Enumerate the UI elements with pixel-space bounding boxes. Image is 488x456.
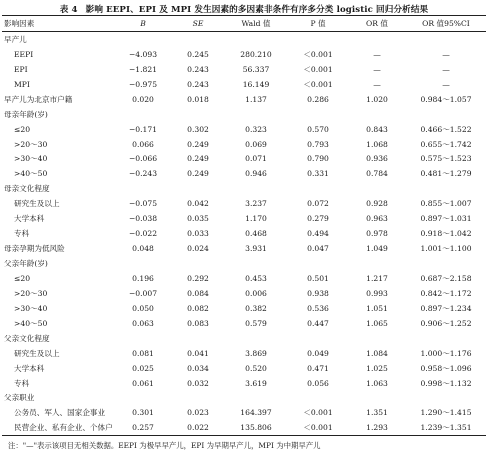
cell-b: 0.066 [132,139,154,149]
cell-se: 0.082 [187,303,209,313]
cell-wald: 0.520 [245,363,267,373]
cell-b: 0.196 [132,273,154,283]
cell-wald: 0.453 [245,273,267,283]
row-label: 公务员、军人、国家企事业 [14,408,106,418]
cell-or-ci: 0.897～1.234 [420,303,472,313]
cell-se: 0.292 [187,273,209,283]
cell-b: −1.821 [128,64,158,74]
table-row [2,376,486,391]
row-label: >20～30 [14,139,48,149]
cell-or: 1.063 [366,378,388,388]
cell-se [172,107,224,122]
cell-wald: 3.869 [245,348,267,358]
cell-b: −0.022 [128,229,158,239]
row-label: 早产儿为北京市户籍 [4,94,73,104]
cell-p: ＜0.001 [303,408,333,418]
cell-b: 0.301 [132,408,154,418]
cell-or-ci: 0.855～1.007 [420,199,472,209]
cell-or: 1.025 [366,363,388,373]
cell-b: −0.975 [128,79,158,89]
cell-wald: 3.931 [245,244,267,254]
cell-se: 0.084 [187,288,209,298]
cell-b: −0.007 [128,288,158,298]
cell-or-ci: 0.466～1.522 [420,124,472,134]
cell-b: −0.243 [128,169,158,179]
row-label: EPI [14,64,28,74]
cell-wald [224,391,288,406]
cell-b [114,32,172,47]
cell-b [114,181,172,196]
cell-b: −0.171 [128,124,158,134]
cell-wald [224,256,288,271]
cell-or-ci: 1.290～1.415 [420,408,472,418]
cell-or-ci: 0.655～1.742 [420,139,472,149]
cell-or [348,32,406,47]
row-label: 研究生及以上 [14,348,60,358]
cell-p [288,256,348,271]
cell-se: 0.083 [187,318,209,328]
cell-b: −0.038 [128,214,158,224]
cell-or: — [373,64,381,74]
cell-p: 0.494 [307,229,329,239]
cell-b [114,391,172,406]
cell-se: 0.249 [187,139,209,149]
cell-b [114,331,172,346]
table-group-row [2,331,486,346]
cell-wald: 0.468 [245,229,267,239]
table-row [2,62,486,77]
header-se: SE [172,16,224,32]
table-row [2,346,486,361]
cell-b: −0.075 [128,199,158,209]
cell-p: 0.536 [307,303,329,313]
header-or-ci: OR 值95%CI [406,16,486,32]
cell-p: 0.793 [307,139,329,149]
row-label: 大学本科 [14,214,45,224]
cell-or [348,331,406,346]
cell-se: 0.249 [187,154,209,164]
cell-b: 0.020 [132,94,154,104]
cell-or: — [373,79,381,89]
cell-or-ci: 1.001～1.100 [420,244,472,254]
cell-or: 1.065 [366,318,388,328]
cell-or-ci: — [442,64,450,74]
cell-b: −0.066 [128,154,158,164]
header-or: OR 值 [348,16,406,32]
header-factor: 影响因素 [2,16,114,32]
cell-p: 0.570 [307,124,329,134]
cell-wald [224,32,288,47]
cell-or: 0.978 [366,229,388,239]
cell-se: 0.042 [187,199,209,209]
cell-or-ci [406,391,486,406]
cell-wald [224,107,288,122]
cell-p: ＜0.001 [288,420,348,435]
cell-wald: 0.069 [245,139,267,149]
cell-wald [224,181,288,196]
row-label: 大学本科 [14,363,45,373]
cell-p: ＜0.001 [303,49,333,59]
cell-or-ci: 0.897～1.031 [420,214,472,224]
table-group-row [2,241,486,256]
row-label: ≤20 [14,273,31,283]
table-row [2,137,486,152]
cell-or: 0.784 [366,169,388,179]
cell-b: 0.061 [132,378,154,388]
cell-or-ci: 0.842～1.172 [420,288,472,298]
cell-b: 0.063 [132,318,154,328]
table-group-row [2,107,486,122]
row-label: >40～50 [14,169,48,179]
row-label: MPI [14,79,30,89]
table-row [2,301,486,316]
cell-b: 0.025 [132,363,154,373]
cell-b: 0.048 [132,244,154,254]
table-row [2,122,486,137]
table-row [2,420,486,435]
table-group-row [2,181,486,196]
cell-or: 1.049 [366,244,388,254]
cell-or-ci: 0.481～1.279 [420,169,472,179]
cell-se [172,331,224,346]
row-label: 父亲职业 [4,393,35,403]
cell-wald: 16.149 [242,79,270,89]
cell-se: 0.243 [187,79,209,89]
cell-or: — [373,49,381,59]
table-row [2,316,486,331]
cell-or-ci: — [442,79,450,89]
cell-or-ci: 0.906～1.252 [420,318,472,328]
cell-se: 0.302 [187,124,209,134]
table-row [2,47,486,62]
cell-wald: 0.071 [245,154,267,164]
cell-wald: 1.137 [245,94,267,104]
cell-or-ci: 1.239～1.351 [406,420,486,435]
cell-wald: 1.170 [245,214,267,224]
row-label: >30～40 [14,154,48,164]
row-label: 母亲孕期为低风险 [4,244,65,254]
table-group-row [2,256,486,271]
cell-p: 0.279 [307,214,329,224]
cell-wald: 3.619 [245,378,267,388]
cell-or-ci: 0.984～1.057 [420,94,472,104]
results-table [2,15,486,436]
header-b: B [114,16,172,32]
cell-se: 0.243 [187,64,209,74]
cell-se: 0.034 [187,363,209,373]
cell-wald: 0.006 [245,288,267,298]
table-row [2,196,486,211]
cell-wald: 135.806 [224,420,288,435]
cell-p: 0.286 [307,94,329,104]
cell-wald: 56.337 [242,64,270,74]
table-row [2,271,486,286]
table-header-row [2,16,486,32]
cell-or: 1.351 [366,408,388,418]
cell-or: 0.993 [366,288,388,298]
cell-or [348,256,406,271]
cell-p: 0.331 [307,169,329,179]
cell-or: 0.963 [366,214,388,224]
cell-wald: 0.579 [245,318,267,328]
cell-or: 1.068 [366,139,388,149]
cell-or-ci [406,32,486,47]
cell-b [114,256,172,271]
cell-se: 0.035 [187,214,209,224]
cell-se: 0.032 [187,378,209,388]
row-label: 父亲文化程度 [4,333,50,343]
header-p: P 值 [288,16,348,32]
table-row [2,226,486,241]
cell-or-ci: 0.575～1.523 [420,154,472,164]
cell-wald: 0.323 [245,124,267,134]
cell-b: 0.257 [114,420,172,435]
cell-se [172,256,224,271]
cell-or: 1.084 [366,348,388,358]
cell-se [172,181,224,196]
table-title: 影响 EEPI、EPI 及 MPI 发生因素的多因素非条件有序多分类 logistic 回归分析结果 [85,5,429,15]
row-label: 专科 [14,378,30,388]
table-number: 表 4 [59,5,78,15]
table-group-row [2,92,486,107]
cell-p [288,181,348,196]
row-label: EEPI [14,49,34,59]
cell-wald [224,331,288,346]
row-label: ≤20 [14,124,31,134]
cell-p: 0.447 [307,318,329,328]
cell-or-ci [406,107,486,122]
cell-b [114,107,172,122]
cell-p: 0.938 [307,288,329,298]
cell-or: 1.217 [366,273,388,283]
cell-p: 0.047 [307,244,329,254]
cell-p: 0.790 [307,154,329,164]
cell-or-ci [406,256,486,271]
cell-or-ci: 1.000～1.176 [420,348,472,358]
cell-or: 0.928 [366,199,388,209]
cell-se: 0.018 [187,94,209,104]
cell-wald: 3.237 [245,199,267,209]
cell-or-ci: — [442,49,450,59]
cell-wald: 0.946 [245,169,267,179]
cell-or-ci [406,181,486,196]
table-group-row [2,32,486,47]
cell-or [348,107,406,122]
cell-p: ＜0.001 [303,79,333,89]
row-label: >40～50 [14,318,48,328]
cell-p: 0.471 [307,363,329,373]
table-row [2,361,486,376]
row-label: >30～40 [14,303,48,313]
cell-b: 0.050 [132,303,154,313]
cell-p: 0.501 [307,273,329,283]
cell-se [172,32,224,47]
cell-se: 0.023 [187,408,209,418]
cell-p: 0.049 [307,348,329,358]
cell-or: 1.051 [366,303,388,313]
cell-p: ＜0.001 [303,64,333,74]
cell-se: 0.024 [187,244,209,254]
table-row [2,211,486,226]
cell-b: −4.093 [128,49,158,59]
cell-p [288,107,348,122]
cell-or-ci [406,331,486,346]
table-row [2,152,486,167]
cell-se: 0.022 [172,420,224,435]
cell-p: 0.072 [307,199,329,209]
cell-wald: 164.397 [240,408,272,418]
cell-or: 0.843 [366,124,388,134]
table-row [2,166,486,181]
cell-or [348,181,406,196]
row-label: 研究生及以上 [14,199,60,209]
cell-or: 1.020 [366,94,388,104]
header-wald: Wald 值 [224,16,288,32]
cell-se: 0.245 [187,49,209,59]
cell-or-ci: 0.958～1.096 [420,363,472,373]
cell-p [288,391,348,406]
cell-or-ci: 0.687～2.158 [420,273,472,283]
row-label: 早产儿 [4,34,27,44]
cell-se: 0.033 [187,229,209,239]
row-label: 母亲文化程度 [4,184,50,194]
cell-se [172,391,224,406]
cell-or [348,391,406,406]
table-group-row [2,391,486,406]
table-row [2,286,486,301]
row-label: 民营企业、私有企业、个体户 [2,420,114,435]
cell-wald: 0.382 [245,303,267,313]
row-label: 专科 [14,229,30,239]
table-row [2,405,486,420]
cell-wald: 280.210 [240,49,272,59]
row-label: >20～30 [14,288,48,298]
cell-se: 0.041 [187,348,209,358]
cell-or: 0.936 [366,154,388,164]
cell-b: 0.081 [132,348,154,358]
cell-p: 0.056 [307,378,329,388]
cell-or-ci: 0.918～1.042 [420,229,472,239]
cell-or: 1.293 [348,420,406,435]
table-row [2,77,486,92]
cell-se: 0.249 [187,169,209,179]
row-label: 母亲年龄(岁) [4,109,48,119]
cell-or-ci: 0.998～1.132 [420,378,472,388]
table-note: 注："—"表示该项目无相关数据。EEPI 为极早早产儿，EPI 为早期早产儿，MPI 为中期早产儿 [8,441,321,450]
cell-p [288,331,348,346]
table-caption [0,3,488,15]
cell-p [288,32,348,47]
row-label: 父亲年龄(岁) [4,259,48,269]
